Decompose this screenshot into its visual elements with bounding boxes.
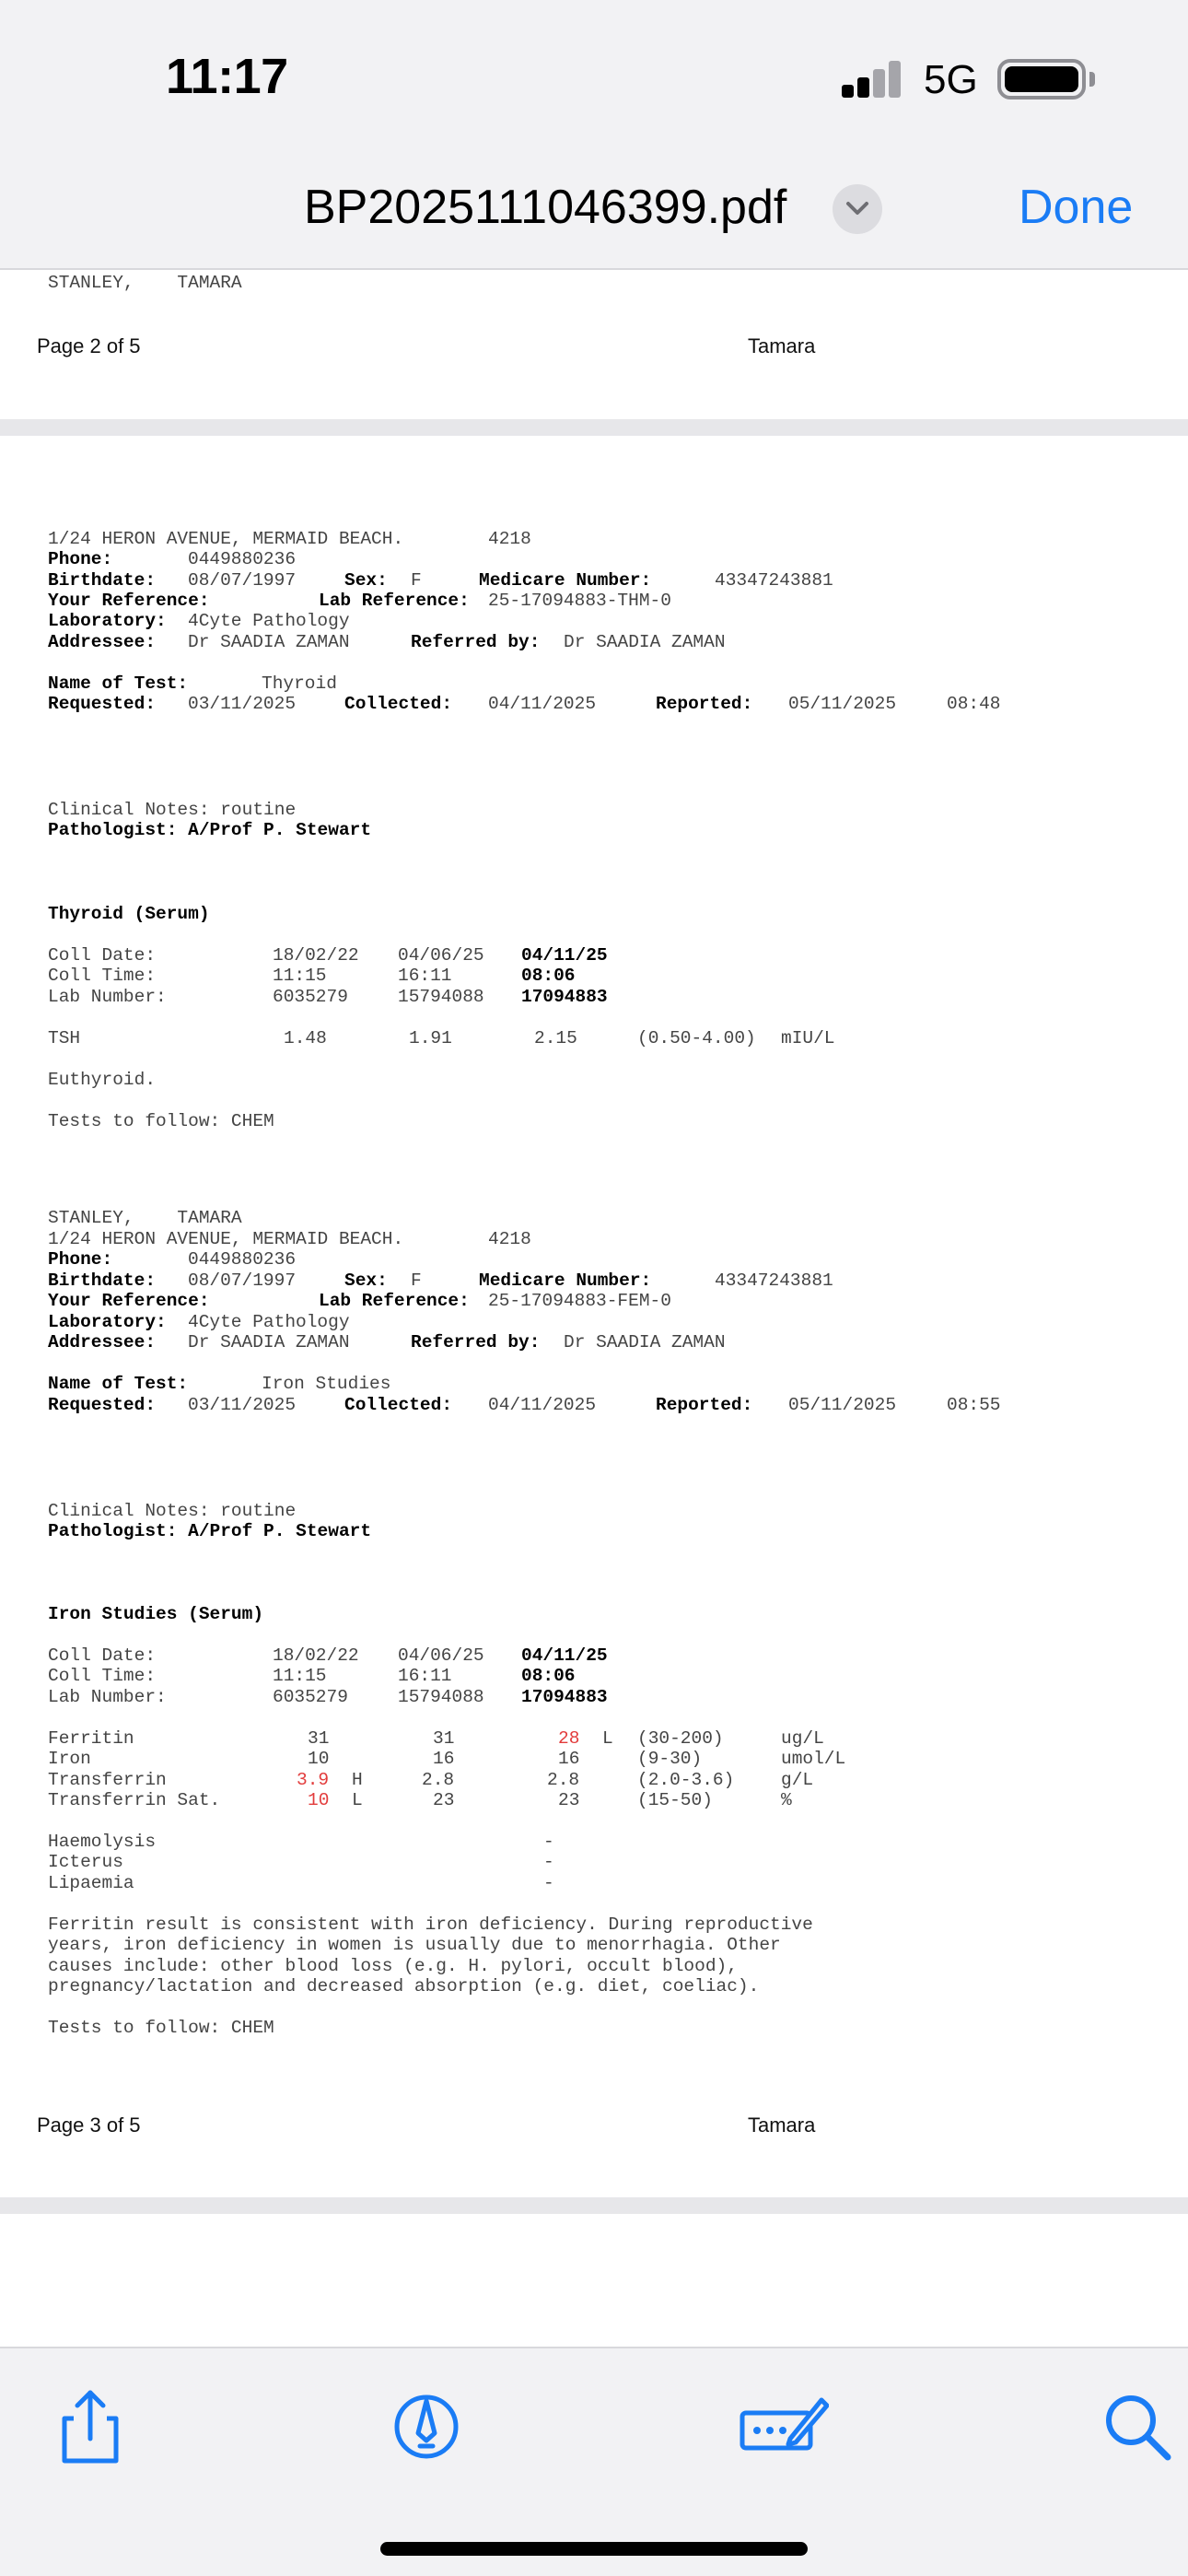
patient-birthdate: 08/07/1997 — [188, 1270, 297, 1291]
signature-icon[interactable] — [737, 2385, 829, 2468]
section-title: Iron Studies (Serum) — [48, 1604, 264, 1624]
result-flag: L — [602, 1728, 613, 1749]
chevron-down-icon[interactable] — [833, 184, 882, 234]
result-value: 31 — [433, 1728, 455, 1749]
patient-name-line: STANLEY, TAMARA — [48, 1208, 242, 1228]
test-name: Iron Studies — [262, 1374, 391, 1394]
reported-label: Reported: — [656, 694, 753, 714]
reported-date: 05/11/2025 — [788, 1395, 897, 1415]
test-name-label: Name of Test: — [48, 1374, 189, 1394]
laboratory-name: 4Cyte Pathology — [188, 611, 350, 631]
coll-date-label: Coll Date: — [48, 945, 157, 966]
result-value: 31 — [308, 1728, 330, 1749]
result-value: 1.48 — [284, 1028, 327, 1048]
lab-number-label: Lab Number: — [48, 1687, 167, 1707]
medicare-number: 43347243881 — [715, 570, 833, 591]
your-reference-label: Your Reference: — [48, 1291, 210, 1311]
collected-date: 04/11/2025 — [488, 1395, 597, 1415]
result-value-abnormal: 3.9 — [297, 1770, 330, 1790]
result-comment-line: years, iron deficiency in women is usually due to menorrhagia. Other — [48, 1935, 781, 1955]
lab-reference-label: Lab Reference: — [319, 591, 470, 611]
page-footer-patient: Tamara — [748, 2113, 816, 2137]
lab-number-current: 17094883 — [521, 1687, 608, 1707]
lab-reference: 25-17094883-THM-0 — [488, 591, 671, 611]
tests-to-follow: Tests to follow: CHEM — [48, 1111, 274, 1131]
patient-address: 1/24 HERON AVENUE, MERMAID BEACH. — [48, 1229, 404, 1249]
navigation-bar — [0, 152, 1188, 270]
test-name: TSH — [48, 1028, 81, 1048]
status-time: 11:17 — [166, 49, 288, 104]
page-number: Page 3 of 5 — [37, 2113, 141, 2137]
result-unit: umol/L — [781, 1749, 846, 1769]
phone-label: Phone: — [48, 1249, 113, 1270]
result-comment-line: Ferritin result is consistent with iron deficiency. During reproductive — [48, 1914, 813, 1935]
share-icon[interactable] — [46, 2385, 129, 2468]
page-number: Page 2 of 5 — [37, 334, 141, 357]
page-separator — [0, 419, 1188, 436]
test-name-label: Name of Test: — [48, 673, 189, 694]
result-value: 1.91 — [409, 1028, 452, 1048]
requested-label: Requested: — [48, 694, 157, 714]
result-comment: Euthyroid. — [48, 1070, 157, 1090]
collected-label: Collected: — [344, 694, 453, 714]
battery-icon — [997, 59, 1086, 100]
result-value: 2.8 — [547, 1770, 580, 1790]
reported-time: 08:55 — [947, 1395, 1001, 1415]
page-footer-patient: Tamara — [748, 334, 816, 357]
phone-label: Phone: — [48, 549, 113, 569]
result-value: 2.15 — [534, 1028, 577, 1048]
coll-date: 04/06/25 — [398, 945, 484, 966]
birthdate-label: Birthdate: — [48, 570, 157, 591]
result-value: 16 — [558, 1749, 580, 1769]
result-unit: g/L — [781, 1770, 814, 1790]
serum-index-name: Haemolysis — [48, 1832, 157, 1852]
search-icon[interactable] — [1096, 2385, 1179, 2468]
addressee-label: Addressee: — [48, 632, 157, 652]
reference-range: (2.0-3.6) — [637, 1770, 735, 1790]
coll-date-label: Coll Date: — [48, 1645, 157, 1666]
patient-address: 1/24 HERON AVENUE, MERMAID BEACH. — [48, 529, 404, 549]
patient-postcode: 4218 — [488, 529, 531, 549]
laboratory-label: Laboratory: — [48, 1312, 167, 1332]
patient-birthdate: 08/07/1997 — [188, 570, 297, 591]
pathologist: Pathologist: A/Prof P. Stewart — [48, 820, 372, 840]
birthdate-label: Birthdate: — [48, 1270, 157, 1291]
addressee-label: Addressee: — [48, 1332, 157, 1352]
medicare-label: Medicare Number: — [479, 570, 652, 591]
referred-by-name: Dr SAADIA ZAMAN — [564, 1332, 726, 1352]
result-value: 10 — [308, 1749, 330, 1769]
reported-time: 08:48 — [947, 694, 1001, 714]
requested-date: 03/11/2025 — [188, 694, 297, 714]
laboratory-name: 4Cyte Pathology — [188, 1312, 350, 1332]
lab-reference: 25-17094883-FEM-0 — [488, 1291, 671, 1311]
coll-date-current: 04/11/25 — [521, 1645, 608, 1666]
test-name: Iron — [48, 1749, 91, 1769]
result-value: 23 — [558, 1790, 580, 1810]
collected-label: Collected: — [344, 1395, 453, 1415]
coll-time: 16:11 — [398, 1666, 452, 1686]
pathologist: Pathologist: A/Prof P. Stewart — [48, 1521, 372, 1541]
addressee-name: Dr SAADIA ZAMAN — [188, 1332, 350, 1352]
your-reference-label: Your Reference: — [48, 591, 210, 611]
serum-index-name: Icterus — [48, 1852, 123, 1872]
pdf-viewer[interactable] — [0, 272, 1188, 2347]
lab-reference-label: Lab Reference: — [319, 1291, 470, 1311]
lab-number: 15794088 — [398, 987, 484, 1007]
serum-index-value: - — [543, 1873, 554, 1893]
result-value: 2.8 — [422, 1770, 455, 1790]
coll-date: 18/02/22 — [273, 945, 359, 966]
result-value: 16 — [433, 1749, 455, 1769]
medicare-label: Medicare Number: — [479, 1270, 652, 1291]
coll-time-label: Coll Time: — [48, 966, 157, 986]
coll-date-current: 04/11/25 — [521, 945, 608, 966]
home-indicator[interactable] — [380, 2542, 808, 2556]
collected-date: 04/11/2025 — [488, 694, 597, 714]
lab-number: 15794088 — [398, 1687, 484, 1707]
document-title[interactable]: BP2025111046399.pdf — [304, 181, 787, 234]
result-value-abnormal: 28 — [558, 1728, 580, 1749]
patient-phone: 0449880236 — [188, 549, 297, 569]
reference-range: (9-30) — [637, 1749, 703, 1769]
result-flag: H — [352, 1770, 363, 1790]
battery-tip — [1089, 72, 1095, 87]
medicare-number: 43347243881 — [715, 1270, 833, 1291]
coll-date: 04/06/25 — [398, 1645, 484, 1666]
addressee-name: Dr SAADIA ZAMAN — [188, 632, 350, 652]
requested-date: 03/11/2025 — [188, 1395, 297, 1415]
network-type: 5G — [924, 57, 978, 102]
patient-name-line: STANLEY, TAMARA — [48, 273, 242, 293]
coll-date: 18/02/22 — [273, 1645, 359, 1666]
test-name: Thyroid — [262, 673, 337, 694]
patient-postcode: 4218 — [488, 1229, 531, 1249]
result-comment-line: pregnancy/lactation and decreased absorption (e.g. diet, coeliac). — [48, 1976, 760, 1996]
result-flag: L — [352, 1790, 363, 1810]
result-comment-line: causes include: other blood loss (e.g. H. pylori, occult blood), — [48, 1956, 738, 1976]
patient-sex: F — [411, 1270, 422, 1291]
test-name: Transferrin Sat. — [48, 1790, 221, 1810]
clinical-notes: Clinical Notes: routine — [48, 800, 297, 820]
page-separator — [0, 2197, 1188, 2214]
done-button[interactable]: Done — [1019, 181, 1134, 234]
tests-to-follow: Tests to follow: CHEM — [48, 2018, 274, 2038]
reference-range: (30-200) — [637, 1728, 724, 1749]
reference-range: (0.50-4.00) — [637, 1028, 756, 1048]
result-unit: mIU/L — [781, 1028, 835, 1048]
requested-label: Requested: — [48, 1395, 157, 1415]
coll-time-current: 08:06 — [521, 966, 576, 986]
coll-time: 16:11 — [398, 966, 452, 986]
result-value: 23 — [433, 1790, 455, 1810]
result-unit: ug/L — [781, 1728, 824, 1749]
serum-index-name: Lipaemia — [48, 1873, 134, 1893]
sex-label: Sex: — [344, 570, 388, 591]
sex-label: Sex: — [344, 1270, 388, 1291]
status-bar — [0, 0, 1188, 152]
patient-phone: 0449880236 — [188, 1249, 297, 1270]
cellular-signal-icon — [842, 61, 903, 98]
coll-time: 11:15 — [273, 1666, 327, 1686]
lab-number-label: Lab Number: — [48, 987, 167, 1007]
coll-time-label: Coll Time: — [48, 1666, 157, 1686]
clinical-notes: Clinical Notes: routine — [48, 1501, 297, 1521]
section-title: Thyroid (Serum) — [48, 904, 210, 924]
result-value-abnormal: 10 — [308, 1790, 330, 1810]
markup-icon[interactable] — [385, 2385, 468, 2468]
lab-number-current: 17094883 — [521, 987, 608, 1007]
test-name: Ferritin — [48, 1728, 134, 1749]
reference-range: (15-50) — [637, 1790, 713, 1810]
referred-by-name: Dr SAADIA ZAMAN — [564, 632, 726, 652]
coll-time-current: 08:06 — [521, 1666, 576, 1686]
referred-by-label: Referred by: — [411, 632, 541, 652]
laboratory-label: Laboratory: — [48, 611, 167, 631]
result-unit: % — [781, 1790, 792, 1810]
reported-date: 05/11/2025 — [788, 694, 897, 714]
serum-index-value: - — [543, 1852, 554, 1872]
lab-number: 6035279 — [273, 987, 348, 1007]
referred-by-label: Referred by: — [411, 1332, 541, 1352]
patient-sex: F — [411, 570, 422, 591]
coll-time: 11:15 — [273, 966, 327, 986]
reported-label: Reported: — [656, 1395, 753, 1415]
test-name: Transferrin — [48, 1770, 167, 1790]
serum-index-value: - — [543, 1832, 554, 1852]
lab-number: 6035279 — [273, 1687, 348, 1707]
